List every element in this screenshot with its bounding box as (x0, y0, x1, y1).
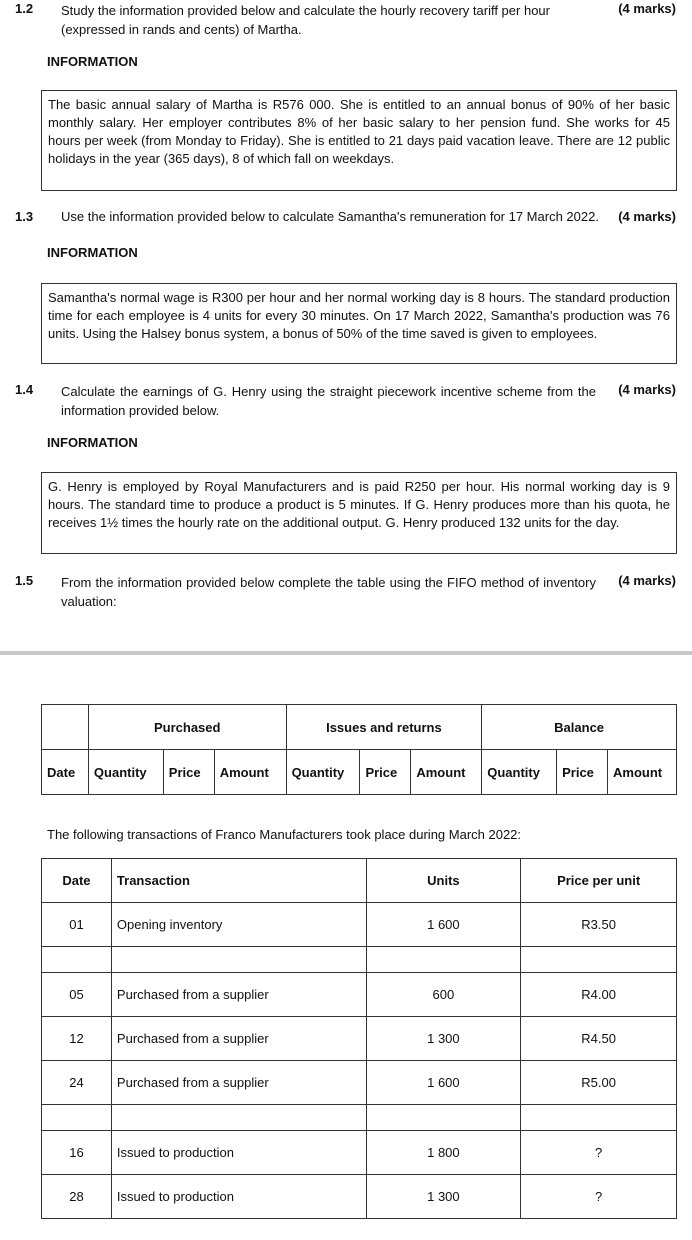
row-units: 1 600 (366, 1061, 521, 1105)
row-date: 01 (42, 903, 112, 947)
marks-1-2: (4 marks) (618, 1, 676, 16)
question-text-1-5: From the information provided below complete the table using the FIFO method of inventory valuation: (61, 575, 596, 609)
info-box-1-3: Samantha's normal wage is R300 per hour and her normal working day is 8 hours. The standard production time for each employee is 4 units for every 30 minutes. On 17 March 2022, Samantha's production was 76 units. Using the Halsey bonus system, a bonus of 50% of the time saved is given to employees. (41, 283, 677, 364)
table-row (42, 1175, 677, 1219)
row-transaction: Purchased from a supplier (111, 1061, 366, 1105)
table-row (42, 903, 677, 947)
fifo-col-purchased-quantity: Quantity (88, 750, 163, 795)
row-units: 1 300 (366, 1017, 521, 1061)
question-text-1-2: Study the information provided below and calculate the hourly recovery tariff per hour (expressed in rands and cents) of Martha. (61, 3, 550, 37)
question-number-1-2: 1.2 (15, 1, 34, 16)
info-heading-1-2: INFORMATION (47, 54, 138, 69)
fifo-group-issues: Issues and returns (286, 705, 482, 750)
row-units: 1 300 (366, 1175, 521, 1219)
info-heading-1-4: INFORMATION (47, 435, 138, 450)
transactions-intro: The following transactions of Franco Manufacturers took place during March 2022: (47, 827, 522, 842)
row-price: R4.00 (521, 973, 677, 1017)
fifo-col-date: Date (42, 750, 89, 795)
question-number-1-5: 1.5 (15, 573, 34, 588)
fifo-group-header-row (42, 705, 677, 750)
row-date: 12 (42, 1017, 112, 1061)
row-price: ? (521, 1175, 677, 1219)
table-row (42, 1131, 677, 1175)
transactions-header-row (42, 859, 677, 903)
fifo-blank-cell (42, 705, 89, 750)
fifo-col-issues-amount: Amount (411, 750, 482, 795)
info-box-1-4: G. Henry is employed by Royal Manufacturers and is paid R250 per hour. His normal working day is 9 hours. The standard time to produce a product is 5 minutes. If G. Henry produces more than his quota, he receives 1½ times the hourly rate on the additional output. G. Henry produced 132 units for the day. (41, 472, 677, 554)
blank-cell (42, 947, 112, 973)
row-date: 28 (42, 1175, 112, 1219)
blank-cell (111, 947, 366, 973)
header-date: Date (42, 859, 112, 903)
row-transaction: Opening inventory (111, 903, 366, 947)
row-date: 16 (42, 1131, 112, 1175)
blank-cell (366, 1105, 521, 1131)
blank-cell (521, 1105, 677, 1131)
fifo-col-balance-price: Price (557, 750, 608, 795)
marks-1-5: (4 marks) (618, 573, 676, 588)
fifo-col-issues-price: Price (360, 750, 411, 795)
row-date: 05 (42, 973, 112, 1017)
row-transaction: Issued to production (111, 1175, 366, 1219)
fifo-col-issues-quantity: Quantity (286, 750, 360, 795)
page-break-divider (0, 651, 692, 655)
fifo-col-balance-amount: Amount (608, 750, 677, 795)
blank-cell (366, 947, 521, 973)
question-number-1-3: 1.3 (15, 209, 34, 224)
blank-row (42, 947, 677, 973)
info-heading-1-3: INFORMATION (47, 245, 138, 260)
fifo-col-balance-quantity: Quantity (482, 750, 557, 795)
marks-1-3: (4 marks) (618, 209, 676, 224)
row-price: R5.00 (521, 1061, 677, 1105)
header-transaction: Transaction (111, 859, 366, 903)
row-date: 24 (42, 1061, 112, 1105)
marks-1-4: (4 marks) (618, 382, 676, 397)
blank-cell (521, 947, 677, 973)
fifo-group-purchased: Purchased (88, 705, 286, 750)
header-price-per-unit: Price per unit (521, 859, 677, 903)
table-row (42, 1061, 677, 1105)
blank-cell (111, 1105, 366, 1131)
question-text-1-4: Calculate the earnings of G. Henry using the straight piecework incentive scheme from the information provided below. (61, 384, 596, 418)
fifo-col-purchased-amount: Amount (214, 750, 286, 795)
fifo-table (41, 704, 677, 795)
row-transaction: Purchased from a supplier (111, 1017, 366, 1061)
question-text-1-3: Use the information provided below to calculate Samantha's remuneration for 17 March 2022. (61, 209, 599, 224)
row-transaction: Issued to production (111, 1131, 366, 1175)
transactions-table (41, 858, 677, 1219)
table-row (42, 973, 677, 1017)
row-transaction: Purchased from a supplier (111, 973, 366, 1017)
blank-cell (42, 1105, 112, 1131)
row-units: 1 800 (366, 1131, 521, 1175)
question-number-1-4: 1.4 (15, 382, 34, 397)
info-box-1-2: The basic annual salary of Martha is R576 000. She is entitled to an annual bonus of 90% of her basic monthly salary. Her employer contributes 8% of her basic salary to her pension fund. She works for 45 hours per week (from Monday to Friday). She is entitled to 21 days paid vacation leave. There are 12 public holidays in the year (365 days), 8 of which fall on weekdays. (41, 90, 677, 191)
row-price: R3.50 (521, 903, 677, 947)
table-row (42, 1017, 677, 1061)
row-price: ? (521, 1131, 677, 1175)
fifo-group-balance: Balance (482, 705, 677, 750)
header-units: Units (366, 859, 521, 903)
fifo-col-purchased-price: Price (163, 750, 214, 795)
fifo-column-header-row (42, 750, 677, 795)
row-price: R4.50 (521, 1017, 677, 1061)
blank-row (42, 1105, 677, 1131)
row-units: 600 (366, 973, 521, 1017)
row-units: 1 600 (366, 903, 521, 947)
